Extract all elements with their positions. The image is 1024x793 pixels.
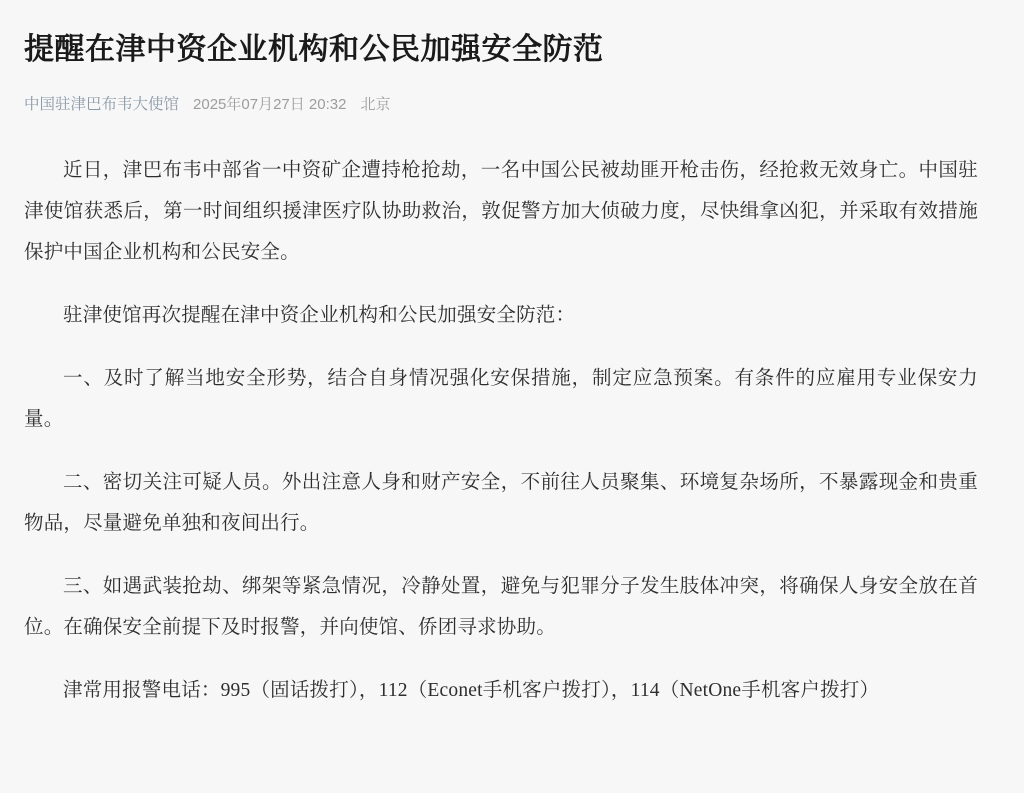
article-meta — [24, 94, 978, 116]
article-paragraph: 近日，津巴布韦中部省一中资矿企遭持枪抢劫，一名中国公民被劫匪开枪击伤，经抢救无效身亡。中国驻津使馆获悉后，第一时间组织援津医疗队协助救治，敦促警方加大侦破力度，尽快缉拿凶犯，并采取有效措施保护中国企业机构和公民安全。 — [24, 160, 978, 263]
article-paragraph: 一、及时了解当地安全形势，结合自身情况强化安保措施，制定应急预案。有条件的应雇用专业保安力量。 — [24, 368, 978, 430]
article-paragraph: 二、密切关注可疑人员。外出注意人身和财产安全，不前往人员聚集、环境复杂场所，不暴露现金和贵重物品，尽量避免单独和夜间出行。 — [24, 472, 978, 534]
article-paragraph: 驻津使馆再次提醒在津中资企业机构和公民加强安全防范： — [63, 305, 576, 326]
article-source[interactable]: 中国驻津巴布韦大使馆 — [24, 96, 180, 113]
page-title: 提醒在津中资企业机构和公民加强安全防范 — [24, 33, 604, 66]
article-paragraph: 三、如遇武装抢劫、绑架等紧急情况，冷静处置，避免与犯罪分子发生肢体冲突，将确保人身安全放在首位。在确保安全前提下及时报警，并向使馆、侨团寻求协助。 — [24, 576, 978, 638]
article-location: 北京 — [360, 96, 391, 113]
article-paragraph: 津常用报警电话：995（固话拨打），112（Econet手机客户拨打），114（NetOne手机客户拨打） — [63, 680, 880, 701]
article-body — [24, 150, 978, 711]
article-timestamp: 2025年07月27日 20:32 — [193, 96, 347, 113]
